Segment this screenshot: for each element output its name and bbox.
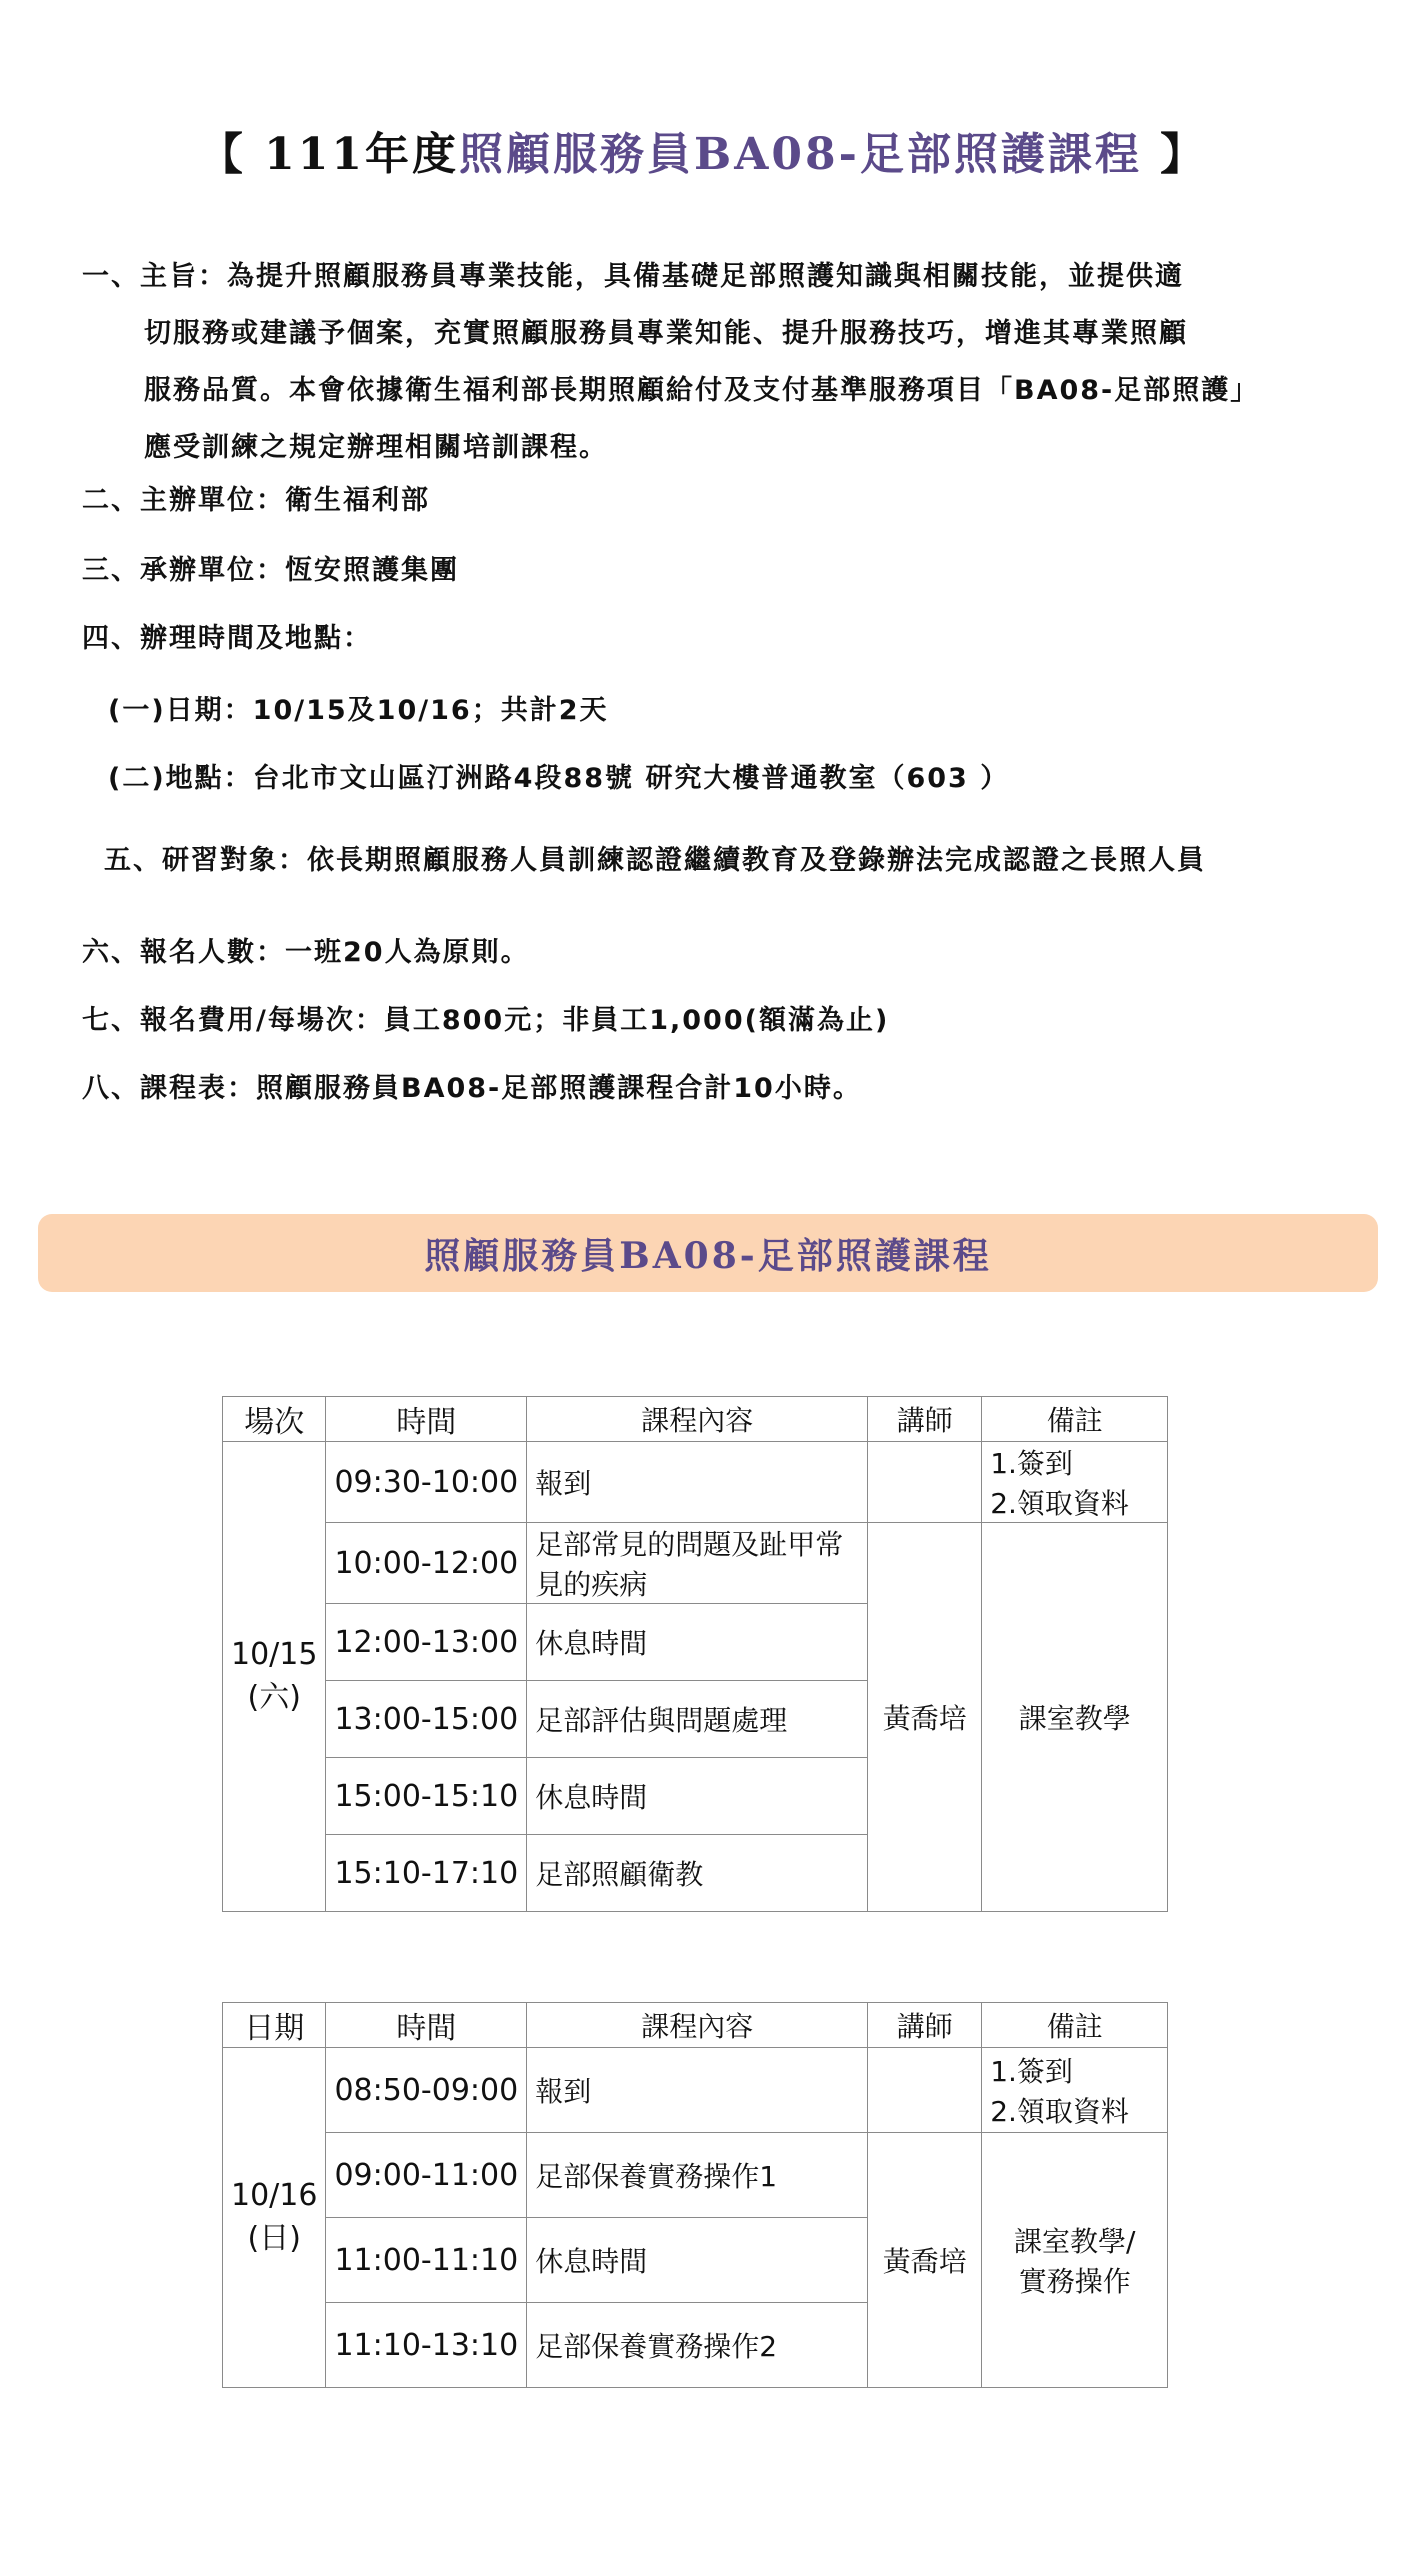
note-cell [982, 1442, 1168, 1523]
content-cell: 休息時間 [527, 1758, 868, 1835]
note-line-1: 1.簽到 [990, 1447, 1073, 1480]
title-left-bracket: 【 [198, 129, 246, 180]
date-cell [223, 2048, 326, 2388]
executor-section: 三、承辦單位：恆安照護集團 [82, 555, 459, 586]
header-content: 課程內容 [527, 1397, 868, 1442]
header-date: 日期 [223, 2003, 326, 2048]
header-note: 備註 [982, 2003, 1168, 2048]
content-cell: 足部照顧衛教 [527, 1835, 868, 1912]
header-time: 時間 [326, 2003, 527, 2048]
content-cell: 足部常見的問題及趾甲常見的疾病 [527, 1523, 868, 1604]
weekday-value: (日) [247, 2221, 301, 2256]
course-banner: 照顧服務員BA08-足部照護課程 [38, 1214, 1378, 1292]
purpose-line-3: 服務品質。本會依據衛生福利部長期照顧給付及支付基準服務項目「BA08-足部照護」 [144, 375, 1260, 406]
content-cell: 足部保養實務操作1 [527, 2133, 868, 2218]
document-title [0, 118, 1406, 182]
note-line-2: 實務操作 [1018, 2265, 1131, 2298]
header-teacher: 講師 [868, 1397, 982, 1442]
weekday-value: (六) [247, 1680, 301, 1715]
note-line-2: 2.領取資料 [990, 2095, 1129, 2128]
title-year: 111年度 [264, 129, 460, 180]
header-time: 時間 [326, 1397, 527, 1442]
table-row [223, 2133, 1168, 2218]
fee-section: 七、報名費用/每場次：員工800元；非員工1,000(額滿為止) [82, 1005, 890, 1036]
purpose-line-4: 應受訓練之規定辦理相關培訓課程。 [144, 432, 608, 463]
schedule-section: 八、課程表：照顧服務員BA08-足部照護課程合計10小時。 [82, 1073, 862, 1104]
time-place-section: 四、辦理時間及地點： [82, 623, 372, 654]
content-cell: 休息時間 [527, 1604, 868, 1681]
table-header-row [223, 1397, 1168, 1442]
header-teacher: 講師 [868, 2003, 982, 2048]
teacher-cell-empty [868, 1442, 982, 1523]
content-cell: 報到 [527, 2048, 868, 2133]
time-cell: 11:00-11:10 [326, 2218, 527, 2303]
purpose-line-1: 一、主旨：為提升照顧服務員專業技能，具備基礎足部照護知識與相關技能，並提供適 [82, 261, 1184, 292]
table-row [223, 2048, 1168, 2133]
header-content: 課程內容 [527, 2003, 868, 2048]
note-cell [982, 2133, 1168, 2388]
schedule-table-day1 [222, 1396, 1168, 1912]
time-cell: 09:00-11:00 [326, 2133, 527, 2218]
note-line-1: 1.簽到 [990, 2055, 1073, 2088]
table-row [223, 1523, 1168, 1604]
time-cell: 13:00-15:00 [326, 1681, 527, 1758]
content-cell: 休息時間 [527, 2218, 868, 2303]
note-line-2: 2.領取資料 [990, 1487, 1129, 1520]
purpose-line-2: 切服務或建議予個案，充實照顧服務員專業知能、提升服務技巧，增進其專業照顧 [144, 318, 1188, 349]
time-cell: 12:00-13:00 [326, 1604, 527, 1681]
note-cell: 課室教學 [982, 1523, 1168, 1912]
target-section: 五、研習對象：依長期照顧服務人員訓練認證繼續教育及登錄辦法完成認證之長照人員 [104, 845, 1206, 876]
purpose-section [82, 248, 1332, 476]
content-cell: 報到 [527, 1442, 868, 1523]
note-line-1: 課室教學/ [1014, 2225, 1136, 2258]
header-session: 場次 [223, 1397, 326, 1442]
date-value: 10/15 [231, 1637, 318, 1672]
date-cell [223, 1442, 326, 1912]
time-cell: 15:10-17:10 [326, 1835, 527, 1912]
date-item: (一)日期：10/15及10/16；共計2天 [108, 695, 609, 726]
content-cell: 足部保養實務操作2 [527, 2303, 868, 2388]
title-right-bracket: 】 [1160, 129, 1208, 180]
time-cell: 10:00-12:00 [326, 1523, 527, 1604]
title-main: 照顧服務員BA08-足部照護課程 [459, 129, 1142, 180]
time-cell: 11:10-13:10 [326, 2303, 527, 2388]
table-header-row [223, 2003, 1168, 2048]
organizer-section: 二、主辦單位：衛生福利部 [82, 485, 430, 516]
teacher-cell: 黃喬培 [868, 1523, 982, 1912]
table-row [223, 1442, 1168, 1523]
content-cell: 足部評估與問題處理 [527, 1681, 868, 1758]
teacher-cell: 黃喬培 [868, 2133, 982, 2388]
note-cell [982, 2048, 1168, 2133]
time-cell: 09:30-10:00 [326, 1442, 527, 1523]
date-value: 10/16 [231, 2178, 318, 2213]
time-cell: 08:50-09:00 [326, 2048, 527, 2133]
time-cell: 15:00-15:10 [326, 1758, 527, 1835]
header-note: 備註 [982, 1397, 1168, 1442]
teacher-cell-empty [868, 2048, 982, 2133]
capacity-section: 六、報名人數：一班20人為原則。 [82, 937, 530, 968]
schedule-table-day2 [222, 2002, 1168, 2388]
location-item: (二)地點：台北市文山區汀洲路4段88號 研究大樓普通教室（603 ） [108, 763, 1010, 794]
